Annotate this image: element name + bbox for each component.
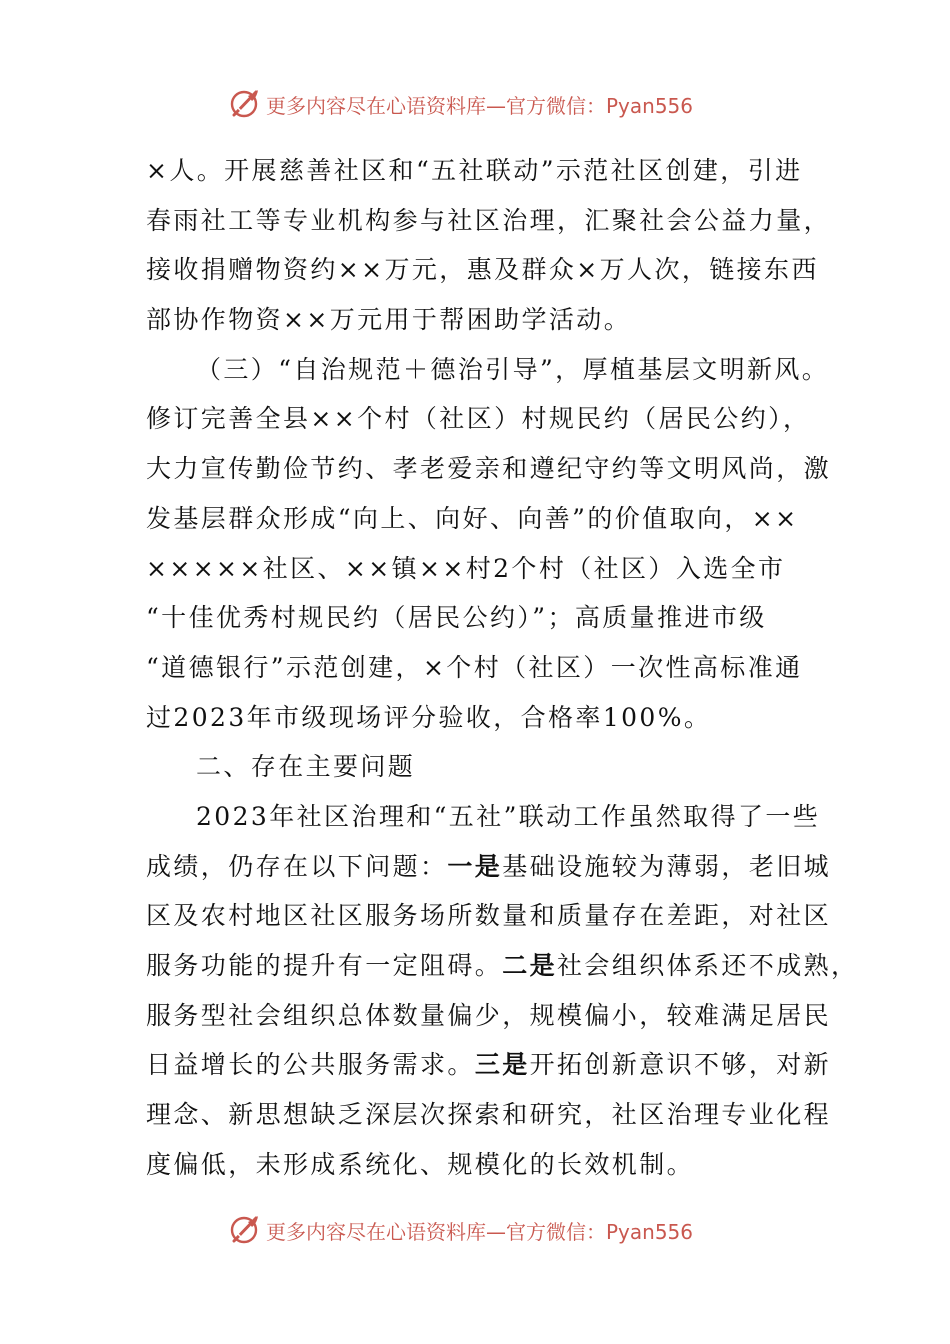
emphasis-third: 三是 [474, 1050, 530, 1080]
watermark-banner-top [228, 84, 748, 124]
body-line [146, 842, 832, 892]
emphasis-first: 一是 [447, 851, 503, 881]
body-text: 日益增长的公共服务需求。 [146, 1050, 475, 1080]
body-line: 理念、新思想缺乏深层次探索和研究，社区治理专业化程 [146, 1100, 832, 1130]
body-line: 春雨社工等专业机构参与社区治理，汇聚社会公益力量， [146, 205, 832, 235]
quill-pen-logo-icon [228, 87, 262, 121]
body-line: 部协作物资××万元用于帮困助学活动。 [146, 305, 632, 335]
body-line: 大力宣传勤俭节约、孝老爱亲和遵纪守约等文明风尚，激 [146, 454, 832, 484]
body-text: 成绩，仍存在以下问题： [146, 851, 448, 881]
body-text: 服务功能的提升有一定阻碍。 [146, 951, 503, 980]
body-line: 区及农村地区社区服务场所数量和质量存在差距，对社区 [146, 901, 832, 931]
body-line: 服务型社会组织总体数量偏少，规模偏小，较难满足居民 [146, 1000, 832, 1030]
body-text: 基础设施较为薄弱，老旧城 [502, 851, 832, 881]
body-text: 开拓创新意识不够，对新 [529, 1050, 832, 1080]
quill-pen-logo-icon [228, 1213, 262, 1247]
watermark-banner-bottom [228, 1210, 748, 1250]
body-line [146, 941, 859, 991]
body-line: ×××××社区、××镇××村2个村（社区）入选全市 [146, 553, 786, 583]
section-heading-3: （三）“自治规范＋德治引导”，厚植基层文明新风。 [196, 354, 830, 384]
body-line: “十佳优秀村规民约（居民公约）”；高质量推进市级 [146, 603, 767, 633]
body-line: 2023年社区治理和“五社”联动工作虽然取得了一些 [196, 801, 821, 831]
body-text: 社会组织体系还不成熟， [557, 951, 859, 980]
body-line: 发基层群众形成“向上、向好、向善”的价值取向，×× [146, 503, 799, 533]
watermark-text: 更多内容尽在心语资料库—官方微信：Pyan556 [266, 1219, 694, 1244]
body-line: 接收捐赠物资约××万元，惠及群众×万人次，链接东西 [146, 255, 819, 285]
body-line: ×人。开展慈善社区和“五社联动”示范社区创建，引进 [146, 156, 803, 185]
body-line: 度偏低，未形成系统化、规模化的长效机制。 [146, 1149, 695, 1179]
document-body [146, 146, 859, 1189]
body-line: “道德银行”示范创建，×个村（社区）一次性高标准通 [146, 652, 803, 682]
section-heading-2: 二、存在主要问题 [196, 752, 416, 782]
body-line [146, 1040, 832, 1090]
emphasis-second: 二是 [502, 951, 558, 980]
body-line: 修订完善全县××个村（社区）村规民约（居民公约）， [146, 404, 811, 434]
watermark-text: 更多内容尽在心语资料库—官方微信：Pyan556 [266, 93, 694, 118]
body-line: 过2023年市级现场评分验收，合格率100%。 [146, 702, 712, 732]
